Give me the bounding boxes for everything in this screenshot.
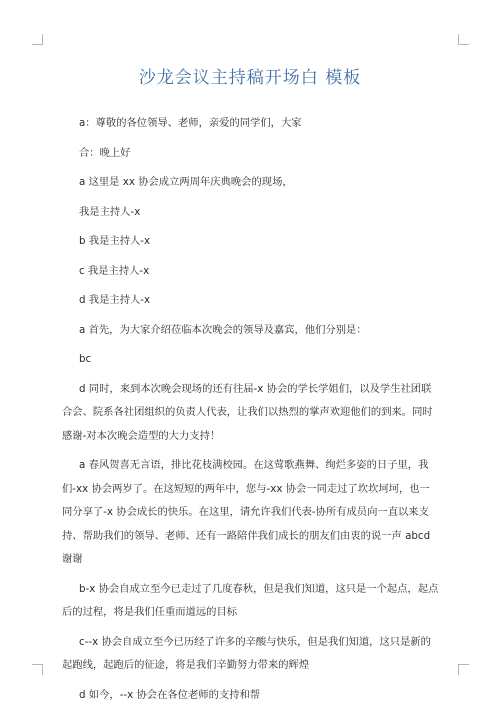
paragraph: 我是主持人-x bbox=[79, 205, 141, 218]
paragraph: a：尊敬的各位领导、老师，亲爱的同学们，大家 bbox=[79, 117, 302, 129]
crop-mark-top-right bbox=[458, 34, 469, 45]
paragraph: a 首先，为大家介绍莅临本次晚会的领导及嘉宾，他们分别是： bbox=[79, 323, 367, 336]
document-body bbox=[62, 112, 440, 713]
paragraph: b-x 协会自成立至今已走过了几度春秋，但是我们知道，这只是一个起点，起点后的过程，将是我们任重而道远的目标 bbox=[62, 582, 439, 618]
paragraph: d 如今，--x 协会在各位老师的支持和帮 bbox=[79, 688, 261, 701]
paragraph: 合：晚上好 bbox=[79, 146, 131, 159]
paragraph: d 我是主持人-x bbox=[79, 294, 151, 306]
paragraph: d 同时，来到本次晚会现场的还有往届-x 协会的学长学姐们，以及学生社团联合会、院系各社团组织的负责人代表，让我们以热烈的掌声欢迎他们的到来。同时感谢-对本次晚会造型的大力支持！ bbox=[62, 382, 433, 442]
crop-mark-top-left bbox=[32, 34, 43, 45]
crop-mark-bottom-left bbox=[32, 664, 43, 675]
crop-mark-bottom-right bbox=[458, 664, 469, 675]
document-title: 沙龙会议主持稿开场白 模板 bbox=[138, 68, 362, 88]
paragraph: b 我是主持人-x bbox=[79, 235, 151, 247]
paragraph: a 春风贺喜无言语，排比花枝满校园。在这莺歌燕舞、绚烂多姿的日子里，我们-xx 协会两岁了。在这短短的两年中，您与-xx 协会一同走过了坎坎坷坷，也一同分享了-x 协会成长的快乐。在这里，请允许我们代表-协所有成员向一直以来支持、帮助我们的领导、老师、还有一路陪伴我们成长的朋友们由衷的说一声 abcd 谢谢 bbox=[62, 459, 431, 565]
paragraph: c--x 协会自成立至今已历经了许多的辛酸与快乐，但是我们知道，这只是新的起跑线，起跑后的征途，将是我们辛勤努力带来的辉煌 bbox=[62, 635, 431, 671]
paragraph: c 我是主持人-x bbox=[79, 264, 150, 277]
paragraph: bc bbox=[79, 353, 92, 365]
paragraph: a 这里是 xx 协会成立两周年庆典晚会的现场， bbox=[79, 176, 293, 188]
